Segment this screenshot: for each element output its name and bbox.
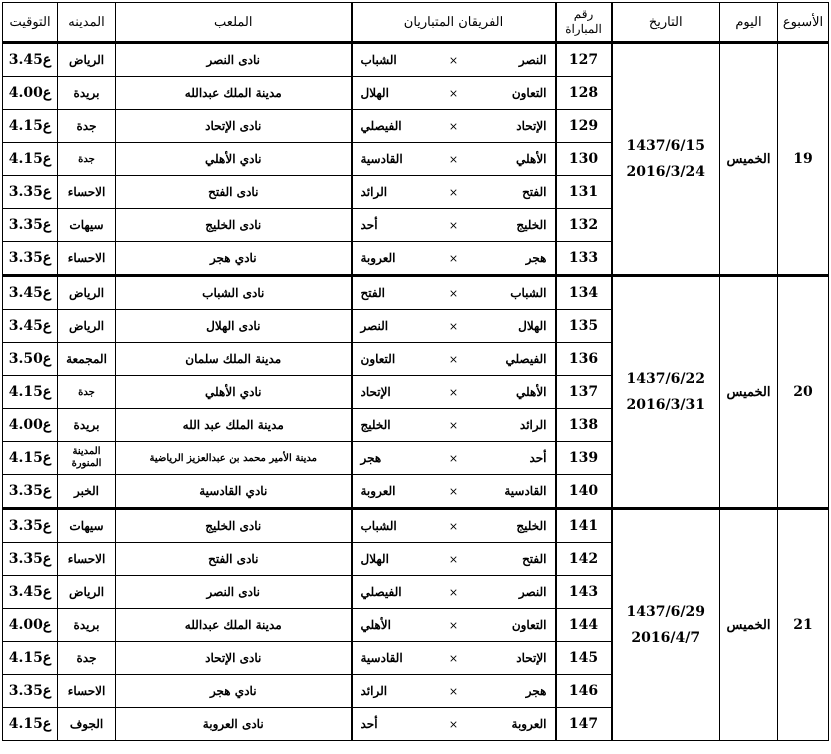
home-team: الأهلي [516, 385, 547, 399]
teams-pair [353, 618, 555, 632]
match-number: 142 [556, 543, 612, 576]
match-time: 4.15ع [3, 642, 58, 675]
match-city: الرياض [58, 576, 116, 609]
week-day: الخميس [720, 43, 778, 276]
home-team: الشباب [510, 286, 547, 300]
away-team: العروبة [360, 484, 396, 498]
match-stadium: نادى العروبة [116, 708, 352, 741]
match-stadium: نادى الشباب [116, 276, 352, 310]
week-dates [612, 509, 720, 741]
match-stadium: نادى النصر [116, 43, 352, 77]
versus-separator: × [448, 385, 459, 399]
week-number: 20 [778, 276, 829, 509]
match-city: بريدة [58, 77, 116, 110]
hijri-date: 1437/6/29 [626, 604, 705, 620]
match-city: الاحساء [58, 176, 116, 209]
teams-pair [353, 418, 555, 432]
versus-separator: × [448, 717, 459, 731]
match-time: 3.50ع [3, 343, 58, 376]
home-team: الخليج [516, 218, 547, 232]
match-stadium: مدينة الملك عبدالله [116, 609, 352, 642]
away-team: القادسية [360, 651, 403, 665]
teams-pair [353, 119, 555, 133]
match-teams [352, 310, 556, 343]
teams-pair [353, 717, 555, 731]
away-team: الرائد [360, 684, 388, 698]
match-city: جدة [58, 642, 116, 675]
week-dates [612, 276, 720, 509]
match-time: 3.35ع [3, 176, 58, 209]
match-teams [352, 442, 556, 475]
match-teams [352, 110, 556, 143]
match-stadium: نادى النصر [116, 576, 352, 609]
away-team: الرائد [360, 185, 388, 199]
hijri-date: 1437/6/15 [626, 138, 705, 154]
match-city: الاحساء [58, 242, 116, 276]
match-teams [352, 543, 556, 576]
match-number: 135 [556, 310, 612, 343]
match-city: سيهات [58, 509, 116, 543]
header-row [3, 3, 829, 43]
home-team: الخليج [516, 519, 547, 533]
away-team: أحد [360, 717, 378, 731]
home-team: هجر [525, 684, 547, 698]
away-team: الشباب [360, 53, 397, 67]
match-time: 4.00ع [3, 409, 58, 442]
match-number: 145 [556, 642, 612, 675]
match-city: الاحساء [58, 675, 116, 708]
teams-pair [353, 684, 555, 698]
versus-separator: × [448, 352, 459, 366]
match-teams [352, 609, 556, 642]
match-city: بريدة [58, 409, 116, 442]
match-stadium: مدينة الملك عبدالله [116, 77, 352, 110]
gregorian-date: 2016/3/24 [626, 164, 705, 180]
versus-separator: × [448, 552, 459, 566]
match-time: 3.35ع [3, 209, 58, 242]
versus-separator: × [448, 651, 459, 665]
header-city: المدينه [58, 3, 116, 43]
versus-separator: × [448, 618, 459, 632]
match-teams [352, 376, 556, 409]
match-number: 147 [556, 708, 612, 741]
match-stadium: نادى الفتح [116, 176, 352, 209]
versus-separator: × [448, 319, 459, 333]
away-team: الفيصلي [360, 585, 402, 599]
match-stadium: نادى الخليج [116, 209, 352, 242]
match-teams [352, 576, 556, 609]
home-team: الفتح [522, 185, 547, 199]
week-number: 21 [778, 509, 829, 741]
versus-separator: × [448, 585, 459, 599]
match-teams [352, 343, 556, 376]
match-stadium: نادى الإتحاد [116, 110, 352, 143]
teams-pair [353, 218, 555, 232]
home-team: النصر [518, 585, 547, 599]
home-team: النصر [518, 53, 547, 67]
match-number: 146 [556, 675, 612, 708]
match-stadium: نادي القادسية [116, 475, 352, 509]
home-team: العروبة [511, 717, 547, 731]
match-teams [352, 642, 556, 675]
gregorian-date: 2016/3/31 [626, 397, 705, 413]
home-team: أحد [529, 451, 547, 465]
teams-pair [353, 251, 555, 265]
match-number: 137 [556, 376, 612, 409]
match-stadium: مدينة الملك عبد الله [116, 409, 352, 442]
match-stadium: نادى الخليج [116, 509, 352, 543]
match-city: الرياض [58, 43, 116, 77]
versus-separator: × [448, 86, 459, 100]
away-team: الخليج [360, 418, 391, 432]
match-teams [352, 77, 556, 110]
home-team: الهلال [518, 319, 547, 333]
match-time: 3.35ع [3, 509, 58, 543]
match-city: الخبر [58, 475, 116, 509]
away-team: العروبة [360, 251, 396, 265]
match-stadium: نادى الإتحاد [116, 642, 352, 675]
match-time: 3.35ع [3, 675, 58, 708]
schedule-body [3, 43, 829, 741]
hijri-date: 1437/6/22 [626, 371, 705, 387]
home-team: الأهلي [516, 152, 547, 166]
match-number: 134 [556, 276, 612, 310]
away-team: أحد [360, 218, 378, 232]
match-city: المجمعة [58, 343, 116, 376]
home-team: التعاون [511, 86, 547, 100]
teams-pair [353, 185, 555, 199]
match-stadium: مدينة الأمير محمد بن عبدالعزيز الرياضية [116, 442, 352, 475]
teams-pair [353, 451, 555, 465]
match-teams [352, 708, 556, 741]
away-team: الفيصلي [360, 119, 402, 133]
match-city: الاحساء [58, 543, 116, 576]
match-number: 140 [556, 475, 612, 509]
match-row [3, 43, 829, 77]
week-number: 19 [778, 43, 829, 276]
match-teams [352, 475, 556, 509]
match-time: 3.45ع [3, 43, 58, 77]
match-teams [352, 242, 556, 276]
versus-separator: × [448, 519, 459, 533]
match-number: 128 [556, 77, 612, 110]
header-match-number: رقم المباراة [556, 3, 612, 43]
header-time: التوقيت [3, 3, 58, 43]
week-day: الخميس [720, 509, 778, 741]
match-city: المدينة المنورة [58, 442, 116, 475]
match-number: 129 [556, 110, 612, 143]
home-team: الإتحاد [516, 651, 547, 665]
away-team: التعاون [360, 352, 396, 366]
teams-pair [353, 484, 555, 498]
match-time: 4.15ع [3, 376, 58, 409]
versus-separator: × [448, 286, 459, 300]
versus-separator: × [448, 53, 459, 67]
match-number: 136 [556, 343, 612, 376]
home-team: الفيصلي [505, 352, 547, 366]
match-time: 4.15ع [3, 442, 58, 475]
match-row [3, 509, 829, 543]
teams-pair [353, 286, 555, 300]
teams-pair [353, 519, 555, 533]
match-teams [352, 143, 556, 176]
versus-separator: × [448, 185, 459, 199]
match-city: جدة [58, 110, 116, 143]
match-teams [352, 276, 556, 310]
versus-separator: × [448, 119, 459, 133]
match-stadium: نادى الفتح [116, 543, 352, 576]
match-stadium: نادي هجر [116, 675, 352, 708]
match-number: 130 [556, 143, 612, 176]
match-time: 3.45ع [3, 276, 58, 310]
match-number: 127 [556, 43, 612, 77]
match-time: 4.15ع [3, 110, 58, 143]
teams-pair [353, 651, 555, 665]
match-number: 139 [556, 442, 612, 475]
match-time: 4.15ع [3, 143, 58, 176]
away-team: النصر [360, 319, 389, 333]
teams-pair [353, 585, 555, 599]
away-team: الإتحاد [360, 385, 391, 399]
match-teams [352, 209, 556, 242]
away-team: الأهلي [360, 618, 391, 632]
home-team: القادسية [504, 484, 547, 498]
match-teams [352, 176, 556, 209]
teams-pair [353, 152, 555, 166]
match-row [3, 276, 829, 310]
versus-separator: × [448, 451, 459, 465]
home-team: التعاون [511, 618, 547, 632]
match-city: جدة [58, 143, 116, 176]
teams-pair [353, 319, 555, 333]
match-city: جدة [58, 376, 116, 409]
teams-pair [353, 385, 555, 399]
match-time: 3.35ع [3, 543, 58, 576]
match-city: بريدة [58, 609, 116, 642]
match-city: الرياض [58, 276, 116, 310]
match-number: 143 [556, 576, 612, 609]
home-team: الرائد [519, 418, 547, 432]
away-team: الفتح [360, 286, 385, 300]
header-date: التاريخ [612, 3, 720, 43]
versus-separator: × [448, 251, 459, 265]
match-time: 4.00ع [3, 77, 58, 110]
versus-separator: × [448, 152, 459, 166]
match-time: 3.35ع [3, 475, 58, 509]
header-teams: الفريقان المتباريان [352, 3, 556, 43]
schedule-table [2, 2, 829, 741]
match-number: 141 [556, 509, 612, 543]
match-number: 132 [556, 209, 612, 242]
away-team: الشباب [360, 519, 397, 533]
match-time: 4.15ع [3, 708, 58, 741]
match-teams [352, 675, 556, 708]
teams-pair [353, 53, 555, 67]
header-day: اليوم [720, 3, 778, 43]
week-dates [612, 43, 720, 276]
away-team: هجر [360, 451, 382, 465]
versus-separator: × [448, 218, 459, 232]
match-time: 3.45ع [3, 310, 58, 343]
match-stadium: نادي الأهلي [116, 376, 352, 409]
gregorian-date: 2016/4/7 [631, 630, 701, 646]
match-time: 3.35ع [3, 242, 58, 276]
match-number: 138 [556, 409, 612, 442]
match-number: 144 [556, 609, 612, 642]
header-week: الأسبوع [778, 3, 829, 43]
teams-pair [353, 552, 555, 566]
teams-pair [353, 86, 555, 100]
match-stadium: نادى الهلال [116, 310, 352, 343]
versus-separator: × [448, 484, 459, 498]
match-teams [352, 43, 556, 77]
match-number: 131 [556, 176, 612, 209]
versus-separator: × [448, 684, 459, 698]
match-city: الجوف [58, 708, 116, 741]
match-number: 133 [556, 242, 612, 276]
match-time: 3.45ع [3, 576, 58, 609]
match-city: الرياض [58, 310, 116, 343]
week-day: الخميس [720, 276, 778, 509]
match-teams [352, 509, 556, 543]
teams-pair [353, 352, 555, 366]
away-team: الهلال [360, 86, 389, 100]
versus-separator: × [448, 418, 459, 432]
header-stadium: الملعب [116, 3, 352, 43]
home-team: الفتح [522, 552, 547, 566]
away-team: الهلال [360, 552, 389, 566]
match-stadium: نادي الأهلي [116, 143, 352, 176]
match-stadium: نادي هجر [116, 242, 352, 276]
match-city: سيهات [58, 209, 116, 242]
home-team: الإتحاد [516, 119, 547, 133]
home-team: هجر [525, 251, 547, 265]
match-stadium: مدينة الملك سلمان [116, 343, 352, 376]
match-time: 4.00ع [3, 609, 58, 642]
match-teams [352, 409, 556, 442]
away-team: القادسية [360, 152, 403, 166]
